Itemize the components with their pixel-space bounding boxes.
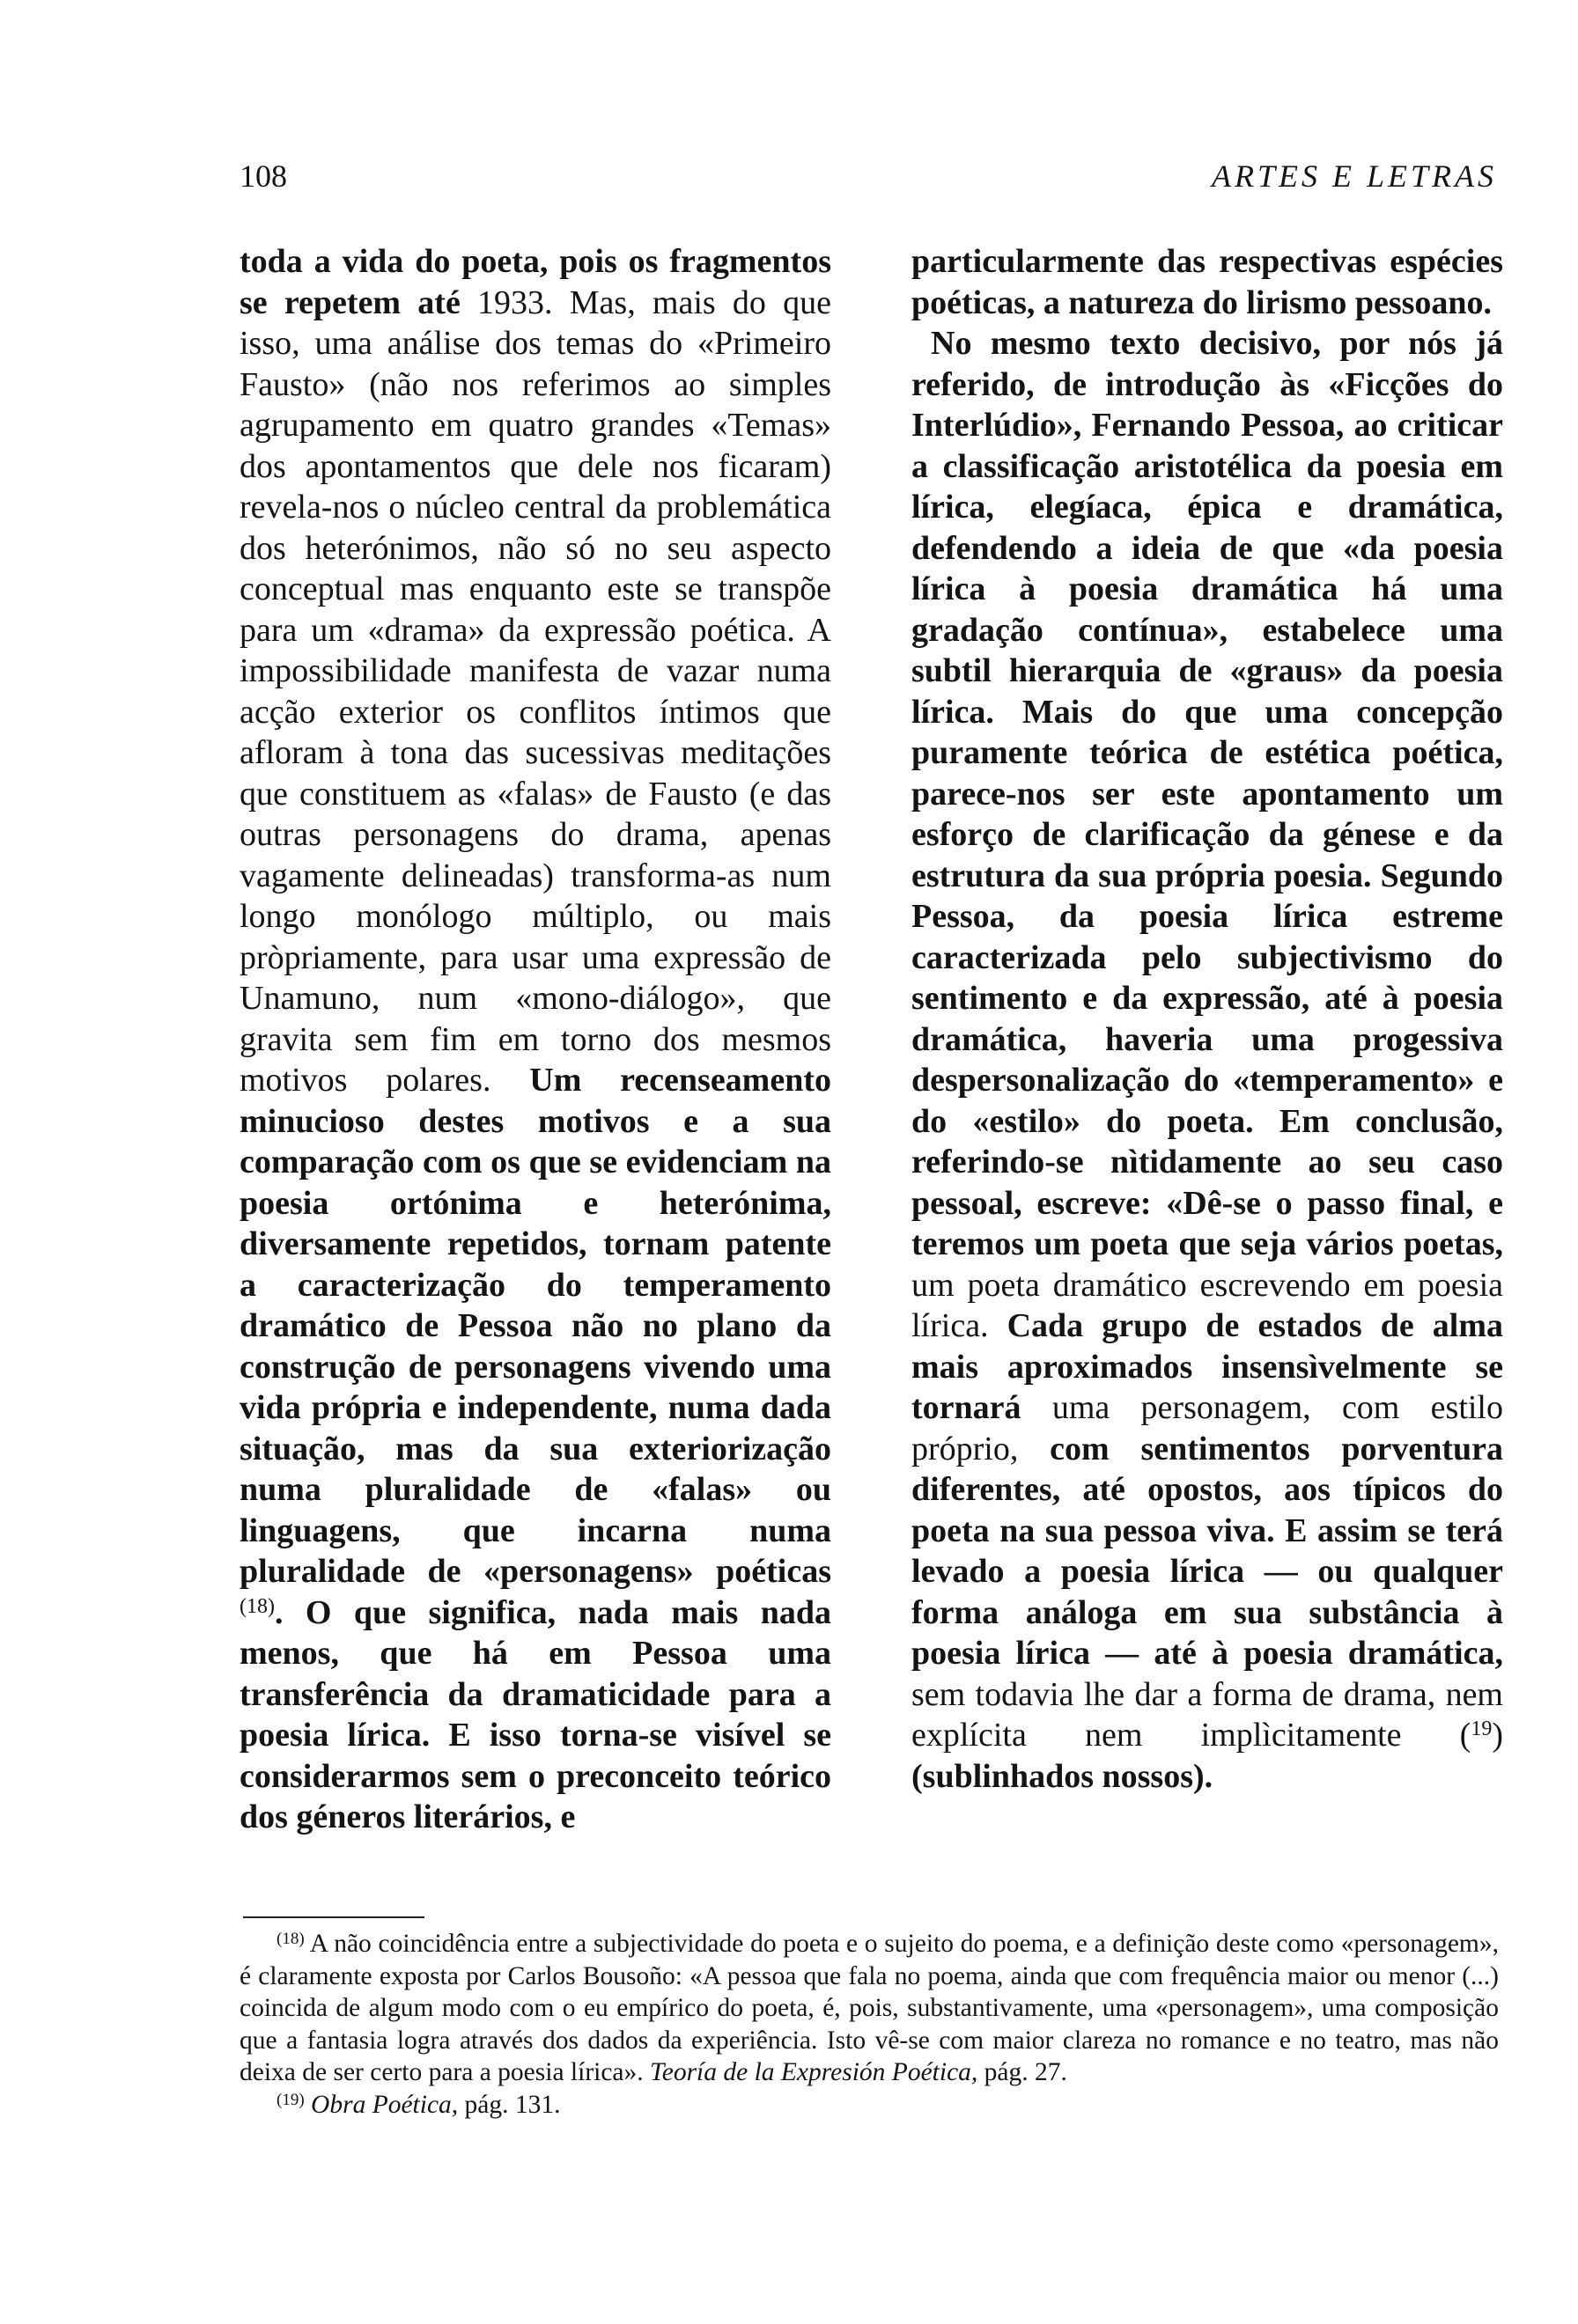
- running-head: ARTES E LETRAS: [1212, 158, 1497, 194]
- right-text-bold-3: com sentimentos porventura diferentes, até opostos, aos típicos do poeta na sua pessoa viva. E assim se terá levado a poesia lírica — ou qualquer forma análoga em sua substância à poesia lírica — até à poesia dramática,: [911, 1430, 1503, 1672]
- footnote-ref-18[interactable]: (18): [240, 1594, 275, 1618]
- right-column: [911, 241, 1503, 1797]
- footnote-19: [240, 2089, 1499, 2122]
- footnotes: [240, 1928, 1499, 2121]
- right-text-quote-1: um poeta dramático escrevendo em poesia lírica.: [911, 1266, 1503, 1344]
- right-text-quote-2: uma personagem, com estilo próprio,: [911, 1389, 1503, 1467]
- left-column-paragraph: [240, 241, 831, 1838]
- right-text-paren: ): [1492, 1717, 1503, 1754]
- right-text-bold-1: No mesmo texto decisivo, por nós já referido, de introdução às «Ficções do Interlúdio», Fernando Pessoa, ao criticar a classificação aristotélica da poesia em lírica, elegíaca, épica e dramática, defendendo a ideia de que «da poesia lírica à poesia dramática há uma gradação contínua», estabelece uma subtil hierarquia de «graus» da poesia lírica. Mais do que uma concepção puramente teórica de estética poética, parece-nos ser este apontamento um esforço de clarificação da génese e da estrutura da sua própria poesia. Segundo Pessoa, da poesia lírica estreme caracterizada pelo subjectivismo do sentimento e da expressão, até à poesia dramática, haveria uma progessiva despersonalização do «temperamento» e do «estilo» do poeta. Em conclusão, referindo-se nìtidamente ao seu caso pessoal, escreve: «Dê-se o passo final, e teremos um poeta que seja vários poetas,: [911, 325, 1503, 1262]
- left-text-3: A impossibilidade manifesta de vazar numa acção exterior os conflitos íntimos que afloram à tona das sucessivas meditações que constituem as «falas» de Fausto (e das outras personagens do drama, apenas vagamente delineadas) transforma-as num longo monólogo múltiplo, ou mais pròpriamente, para usar uma expressão de Unamuno, num «mono-diálogo», que gravita sem fim em torno dos mesmos motivos polares.: [240, 611, 831, 1099]
- footnote-marker-19: (19): [277, 2090, 305, 2109]
- footnote-19-title: Obra Poética,: [304, 2090, 459, 2119]
- footnote-ref-19[interactable]: 19: [1471, 1717, 1493, 1740]
- footnote-18-title: Teoría de la Expresión Poética,: [650, 2058, 978, 2086]
- left-text-5: . O que significa, nada mais nada menos, que há em Pessoa uma transferência da dramaticidade para a poesia lírica. E isso torna-se visível se considerarmos sem o preconceito teórico dos géneros literários, e: [240, 1593, 831, 1835]
- footnote-18-text: A não coincidência entre a subjectividade do poeta e o sujeito do poema, e a definição deste como «personagem», é claramente exposta por Carlos Bousoño: «A pessoa que fala no poema, ainda que com frequência maior ou menor (...) coincida de algum modo com o eu empírico do poeta, é, pois, substantivamente, uma «personagem», uma composição que a fantasia logra através dos dados da experiência. Isto vê-se com maior clareza no romance e no teatro, mas não deixa de ser certo para a poesia lírica».: [240, 1930, 1499, 2086]
- footnote-19-page: pág. 131.: [458, 2090, 561, 2119]
- right-paragraph-2: [911, 323, 1503, 1797]
- left-text-4: Um recenseamento minucioso destes motivos e a sua comparação com os que se evidenciam na poesia ortónima e heterónima, diversamente repetidos, tornam patente a caracterização do temperamento dramático de Pessoa não no plano da construção de personagens vivendo uma vida própria e independente, numa dada situação, mas da sua exteriorização numa pluralidade de «falas» ou linguagens, que incarna numa pluralidade de «personagens» poéticas: [240, 1062, 831, 1590]
- footnote-18: [240, 1928, 1499, 2089]
- right-text-bold-2: Cada grupo de estados de alma mais aproximados insensìvelmente se tornará: [911, 1307, 1503, 1426]
- footnote-separator: [243, 1916, 424, 1918]
- left-column: [240, 241, 831, 1838]
- right-paragraph-1: particularmente das respectivas espécies poéticas, a natureza do lirismo pessoano.: [911, 243, 1503, 321]
- footnote-18-page: pág. 27.: [977, 2058, 1067, 2086]
- right-text-quote-3: sem todavia lhe dar a forma de drama, nem explícita nem implìcitamente (: [911, 1675, 1503, 1754]
- left-text-1: toda a vida do poeta, pois os fragmentos se repetem até: [240, 243, 831, 321]
- footnote-marker-18: (18): [277, 1930, 305, 1948]
- left-text-2: 1933. Mas, mais do que isso, uma análise dos temas do «Primeiro Fausto» (não nos referimos ao simples agrupamento em quatro grandes «Temas» dos apontamentos que dele nos ficaram) revela-nos o núcleo central da problemática dos heterónimos, não só no seu aspecto conceptual mas enquanto este se transpõe para um «drama» da expressão poética.: [240, 283, 831, 649]
- right-text-bold-4: (sublinhados nossos).: [911, 1757, 1213, 1795]
- page-number: 108: [240, 158, 287, 194]
